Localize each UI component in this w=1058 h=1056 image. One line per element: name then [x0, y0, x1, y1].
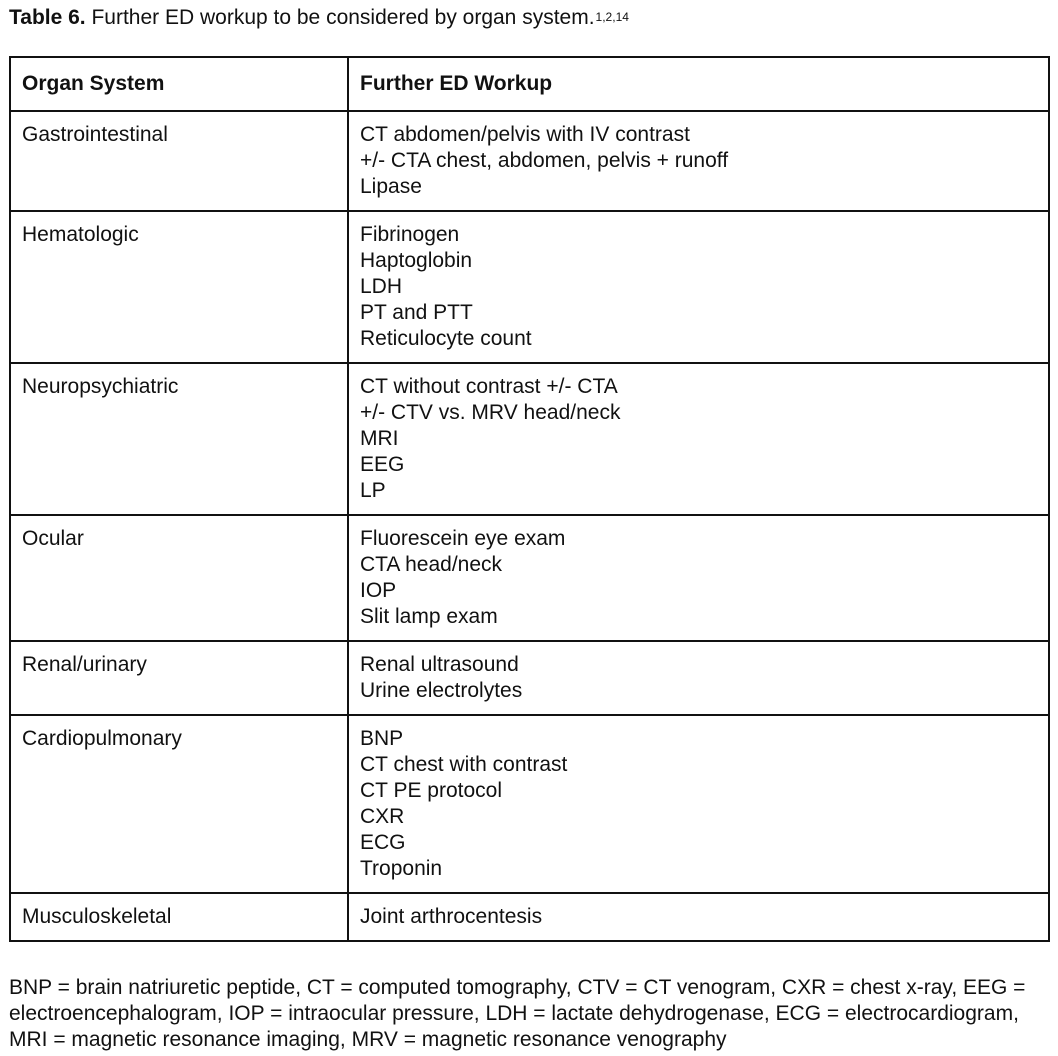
workup-cell — [348, 111, 1049, 211]
workup-item: Fibrinogen — [360, 223, 460, 246]
table-header-row — [10, 57, 1049, 111]
table-caption-label: Table 6. — [9, 6, 86, 29]
header-further-ed-workup: Further ED Workup — [348, 57, 1049, 111]
workup-item: Slit lamp exam — [360, 605, 498, 628]
table-caption — [9, 4, 629, 34]
organ-system-cell: Renal/urinary — [10, 641, 348, 715]
workup-item: CXR — [360, 805, 405, 828]
workup-item: Troponin — [360, 857, 443, 880]
workup-item: MRI — [360, 427, 399, 450]
table-row — [10, 893, 1049, 941]
table-caption-refs: 1,2,14 — [595, 10, 629, 24]
workup-item: BNP — [360, 727, 404, 750]
organ-system-cell: Neuropsychiatric — [10, 363, 348, 515]
header-organ-system: Organ System — [10, 57, 348, 111]
workup-item: Renal ultrasound — [360, 653, 519, 676]
table-row — [10, 641, 1049, 715]
organ-system-cell: Ocular — [10, 515, 348, 641]
workup-item: CT chest with contrast — [360, 753, 568, 776]
organ-system-cell: Musculoskeletal — [10, 893, 348, 941]
workup-cell — [348, 363, 1049, 515]
workup-item: +/- CTA chest, abdomen, pelvis + runoff — [360, 149, 729, 172]
organ-system-cell: Cardiopulmonary — [10, 715, 348, 893]
workup-item: ECG — [360, 831, 406, 854]
workup-item: LP — [360, 479, 386, 502]
table-footnote: BNP = brain natriuretic peptide, CT = computed tomography, CTV = CT venogram, CXR = chest x-ray, EEG = electroencephalogram, IOP = intraocular pressure, LDH = lactate dehydrogenase, ECG = electrocardiogram, MRI = magnetic resonance imaging, MRV = magnetic resonance venography — [9, 976, 1026, 1051]
workup-item: CT PE protocol — [360, 779, 503, 802]
workup-item: EEG — [360, 453, 405, 476]
workup-cell — [348, 515, 1049, 641]
workup-item: CTA head/neck — [360, 553, 503, 576]
table-row — [10, 211, 1049, 363]
table-row — [10, 515, 1049, 641]
table-caption-text: Further ED workup to be considered by organ system. — [85, 6, 595, 29]
workup-item: Fluorescein eye exam — [360, 527, 566, 550]
workup-table — [9, 56, 1050, 942]
workup-cell — [348, 715, 1049, 893]
workup-item: Lipase — [360, 175, 422, 198]
workup-item: CT without contrast +/- CTA — [360, 375, 618, 398]
workup-cell — [348, 211, 1049, 363]
workup-item: Urine electrolytes — [360, 679, 523, 702]
organ-system-cell: Hematologic — [10, 211, 348, 363]
workup-item: PT and PTT — [360, 301, 473, 324]
workup-item: IOP — [360, 579, 397, 602]
workup-cell — [348, 893, 1049, 941]
table-row — [10, 715, 1049, 893]
workup-item: Reticulocyte count — [360, 327, 532, 350]
table-row — [10, 363, 1049, 515]
workup-item: Haptoglobin — [360, 249, 473, 272]
workup-item: LDH — [360, 275, 403, 298]
workup-item: CT abdomen/pelvis with IV contrast — [360, 123, 690, 146]
workup-cell — [348, 641, 1049, 715]
table-body — [10, 111, 1049, 941]
workup-item: +/- CTV vs. MRV head/neck — [360, 401, 621, 424]
workup-item: Joint arthrocentesis — [360, 905, 543, 928]
table-row — [10, 111, 1049, 211]
organ-system-cell: Gastrointestinal — [10, 111, 348, 211]
